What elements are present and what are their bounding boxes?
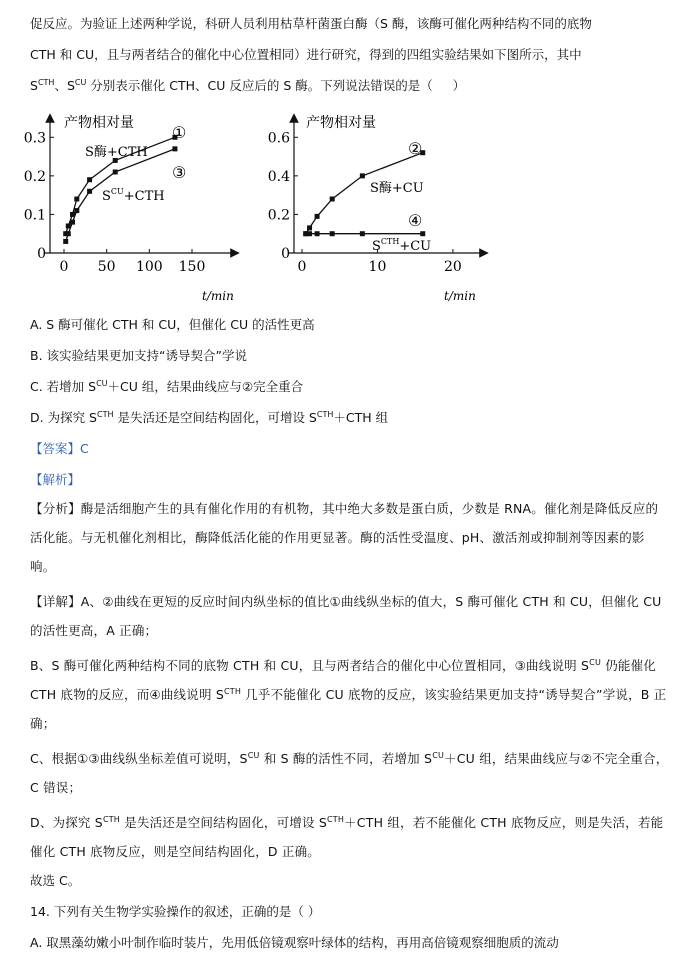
chart-2-series-0-point-2: [315, 214, 320, 219]
intro-line-2: CTH 和 CU，且与两者结合的催化中心位置相同）进行研究，得到的四组实验结果如下图所示，其中: [30, 47, 582, 62]
detail-a: 【详解】A、②曲线在更短的反应时间内纵坐标的值比①曲线纵坐标的值大，S 酶可催化 CTH 和 CU，但催化 CU 的活性更高，A 正确；: [30, 594, 662, 638]
chart-2-series-1-point-2: [315, 231, 320, 236]
chart-2-marker-2: ②: [408, 139, 423, 158]
chart-1-series-3-label: $S^{CU}+CTH$: [102, 187, 165, 204]
option-d: D. 为探究 $S^{CTH}$ 是失活还是空间结构固化，可增设 $S^{CTH}+CTH$ 组: [30, 409, 389, 425]
detail-d: D、为探究 $S^{CTH}$ 是失活还是空间结构固化，可增设 $S^{CTH}+CTH$ 组，若不能催化 CTH 底物反应，则是失活，若能催化 CTH 底物反应，则是空间结构固化，D 正确。: [30, 814, 664, 859]
chart-1-series-1-point-1: [66, 231, 71, 236]
chart-1: [23, 108, 245, 308]
detail-b: B、S 酶可催化两种结构不同的底物 CTH 和 CU，且与两者结合的催化中心位置相同，③曲线说明 $S^{CU}$ 仍能催化 CTH 底物的反应，而④曲线说明 $S^{CTH}$ 几乎不能催化 CU 底物的反应，该实验结果更加支持“诱导契合”学说，B 正确；: [30, 657, 667, 731]
chart-1-series-1-label: S酶+CTH: [85, 145, 148, 160]
chart-1-ytick-label-2: 0.2: [23, 168, 46, 185]
chart-2-xtick-label-2: 20: [443, 259, 462, 275]
analysis-fenxi: 【分析】酶是活细胞产生的具有催化作用的有机物，其中绝大多数是蛋白质，少数是 RNA。催化剂是降低反应的活化能。与无机催化剂相比，酶降低活化能的作用更显著。酶的活性受温度、pH、激活剂或抑制剂等因素的影响。: [30, 501, 659, 574]
chart-2-series-1-point-5: [420, 231, 425, 236]
chart-1-series-1-point-3: [74, 208, 79, 213]
chart-1-series-0-point-3: [74, 197, 79, 202]
chart-2-series-2-label: S酶+CU: [370, 181, 424, 196]
chart-2-series-1-point-1: [307, 231, 312, 236]
chart-1-series-1-point-0: [63, 239, 68, 244]
chart-2-ytick-label-0: 0: [281, 246, 290, 262]
analysis-label: 【解析】: [30, 472, 81, 487]
chart-1-ytick-label-3: 0.3: [23, 130, 46, 147]
chart-2-series-1-point-4: [360, 231, 365, 236]
chart-2-ylabel: 产物相对量: [306, 115, 376, 131]
chart-2-series-4-label: $S^{CTH}+CU$: [372, 237, 432, 254]
chart-2-series-0-point-1: [307, 225, 312, 230]
chart-1-xtick-label-0: 0: [59, 259, 69, 275]
chart-2-xlabel: t/min: [444, 289, 476, 303]
chart-2-ytick-label-2: 0.4: [267, 168, 290, 185]
chart-1-ylabel: 产物相对量: [64, 115, 134, 131]
option-c: C. 若增加 $S^{CU}+CU$ 组，结果曲线应与②完全重合: [30, 378, 304, 394]
chart-2-series-0-point-3: [330, 197, 335, 202]
chart-1-xtick-label-1: 50: [97, 259, 116, 275]
question-14: 14. 下列有关生物学实验操作的叙述，正确的是（ ）: [30, 904, 321, 919]
chart-1-xtick-label-3: 150: [178, 259, 206, 275]
conclusion: 故选 C。: [30, 873, 81, 888]
chart-2-series-0-point-4: [360, 173, 365, 178]
chart-2-ytick-label-3: 0.6: [267, 130, 290, 147]
chart-1-marker-1: ①: [172, 123, 187, 142]
chart-1-ytick-label-0: 0: [37, 246, 46, 262]
option-a: A. S 酶可催化 CTH 和 CU，但催化 CU 的活性更高: [30, 317, 315, 332]
chart-1-series-1-point-2: [70, 220, 75, 225]
chart-2-xtick-label-1: 10: [368, 259, 387, 275]
answer-label: 【答案】C: [30, 441, 89, 456]
chart-1-xtick-label-2: 100: [135, 259, 163, 275]
chart-1-series-1-point-4: [87, 189, 92, 194]
chart-1-xlabel: t/min: [202, 289, 234, 303]
chart-1-series-1-point-5: [113, 170, 118, 175]
chart-2: [262, 108, 492, 308]
chart-1-marker-3: ③: [172, 163, 187, 182]
intro-line-1: 促反应。为验证上述两种学说，科研人员利用枯草杆菌蛋白酶（S 酶，该酶可催化两种结构不同的底物: [30, 16, 592, 31]
chart-2-xtick-label-0: 0: [297, 259, 307, 275]
chart-1-series-1-point-6: [172, 146, 177, 151]
option-b: B. 该实验结果更加支持“诱导契合”学说: [30, 348, 247, 363]
question-14-option-a: A. 取黑藻幼嫩小叶制作临时装片，先用低倍镜观察叶绿体的结构，再用高倍镜观察细胞质的流动: [30, 935, 559, 950]
chart-2-series-1-point-3: [330, 231, 335, 236]
detail-c: C、根据①③曲线纵坐标差值可说明，$S^{CU}$ 和 S 酶的活性不同，若增加 $S^{CU}+CU$ 组，结果曲线应与②不完全重合，C 错误；: [30, 750, 669, 795]
intro-line-3: $S^{CTH}$、$S^{CU}$ 分别表示催化 CTH、CU 反应后的 S 酶。下列说法错误的是（ ）: [30, 77, 466, 93]
chart-2-ytick-label-1: 0.2: [267, 207, 290, 224]
chart-1-ytick-label-1: 0.1: [23, 207, 46, 224]
chart-1-series-0-point-4: [87, 177, 92, 182]
chart-2-marker-4: ④: [408, 211, 423, 230]
